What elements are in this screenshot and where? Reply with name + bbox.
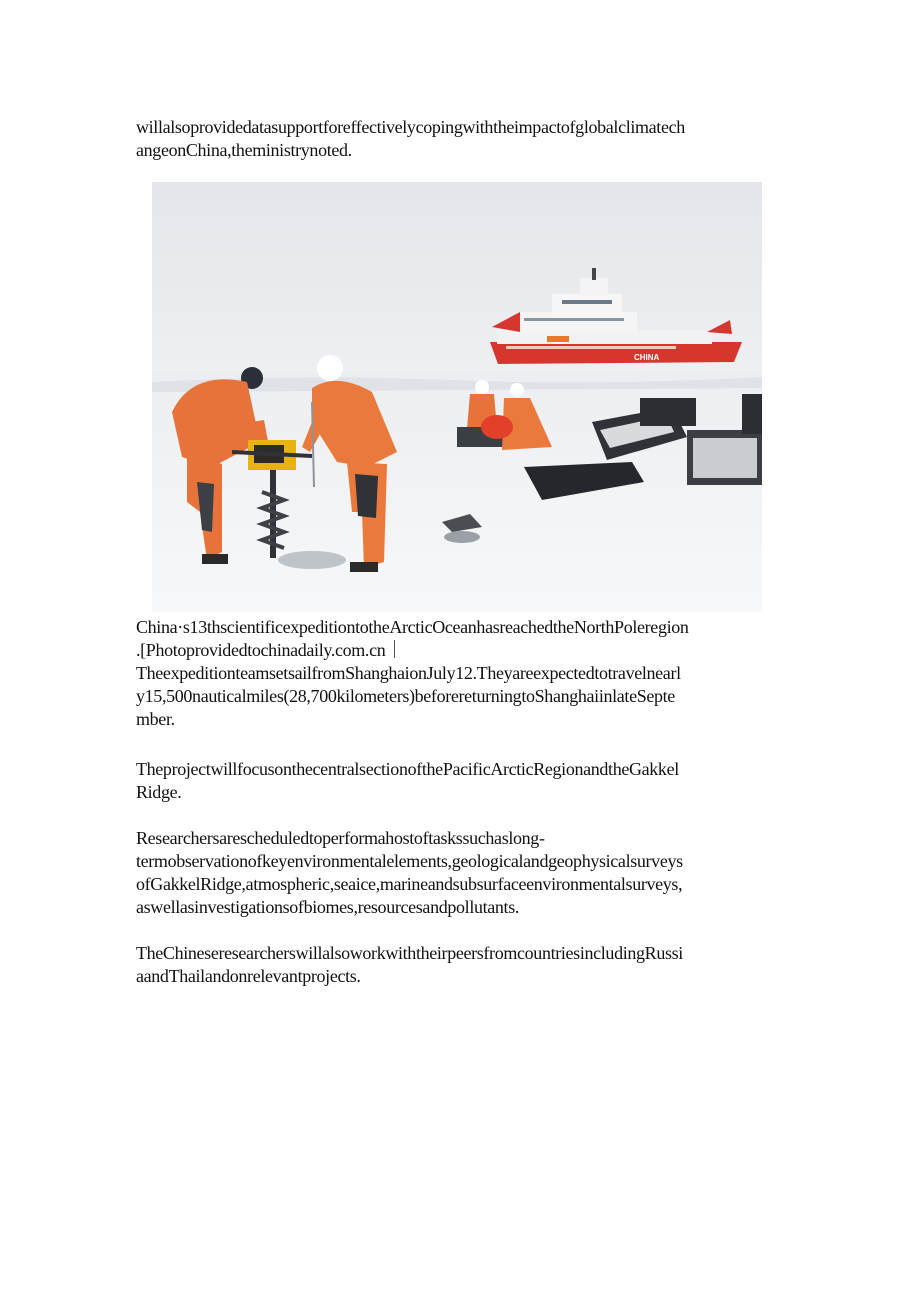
ice-hole [278,551,346,569]
intro-paragraph [136,116,781,162]
caption-line: China·s13thscientificexpeditiontotheArcticOceanhasreachedtheNorthPoleregion [136,617,689,637]
ship-hull-text: CHINA [634,353,660,362]
paragraph-line: ofGakkelRidge,atmospheric,seaice,marineandsubsurfaceenvironmentalsurveys, [136,874,683,894]
caption-line: TheexpeditionteamsetsailfromShanghaionJuly12.Theyareexpectedtotravelnearl [136,663,681,683]
paragraph-focus [136,758,781,804]
paragraph-line: Ridge. [136,782,182,802]
caption-line: mber. [136,709,175,729]
paragraph-line: aandThailandonrelevantprojects. [136,966,361,986]
paragraph-line: termobservationofkeyenvironmentalelements,geologicalandgeophysicalsurveys [136,851,683,871]
paragraph-tasks [136,827,781,919]
paragraph-cooperation [136,942,781,988]
photo-caption [136,616,781,731]
caption-line: .[Photoprovidedtochinadaily.com.cn｜ [136,640,404,660]
paragraph-line: Researchersarescheduledtoperformahostoftaskssuchaslong- [136,828,545,848]
paragraph-line: TheprojectwillfocusonthecentralsectionofthePacificArcticRegionandtheGakkel [136,759,679,779]
paragraph-line: aswellasinvestigationsofbiomes,resourcesandpollutants. [136,897,520,917]
arctic-expedition-photo [152,182,762,612]
intro-line: angeonChina,theministrynoted. [136,140,352,160]
caption-line: y15,500nauticalmiles(28,700kilometers)beforereturningtoShanghaiinlateSepte [136,686,675,706]
intro-line: willalsoprovidedatasupportforeffectivelycopingwiththeimpactofglobalclimatech [136,117,685,137]
paragraph-line: TheChineseresearcherswillalsoworkwiththeirpeersfromcountriesincludingRussi [136,943,683,963]
